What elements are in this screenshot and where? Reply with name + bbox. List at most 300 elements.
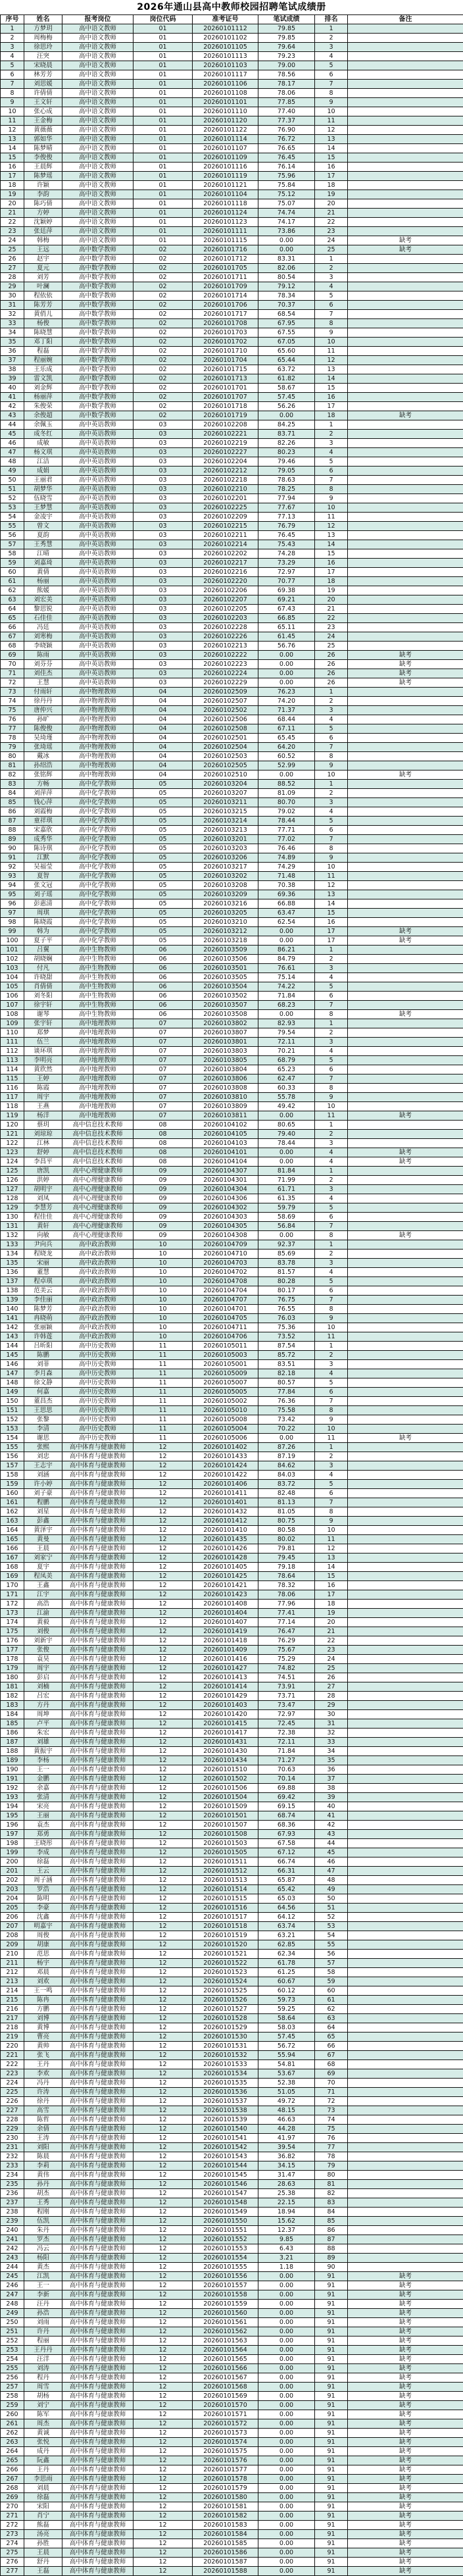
cell-rank: 8 xyxy=(315,844,348,853)
cell-name: 刘雨 xyxy=(24,2318,62,2327)
cell-written-score: 78.44 xyxy=(258,1139,315,1148)
table-row xyxy=(1,467,463,476)
cell-ticket-number: 20260101515 xyxy=(193,1894,258,1904)
cell-rank: 88 xyxy=(315,2244,348,2254)
cell-name: 朱丹 xyxy=(24,2226,62,2235)
table-row xyxy=(1,2189,463,2198)
cell-rank: 16 xyxy=(315,1581,348,1590)
cell-written-score: 55.78 xyxy=(258,1093,315,1102)
cell-name: 陈俊俊 xyxy=(24,724,62,734)
cell-remark xyxy=(348,393,463,402)
cell-index: 192 xyxy=(1,1784,24,1793)
table-row xyxy=(1,393,463,402)
cell-name: 钱心萍 xyxy=(24,798,62,807)
cell-ticket-number: 20260103501 xyxy=(193,964,258,973)
cell-position-code: 05 xyxy=(134,835,193,844)
cell-rank: 87 xyxy=(315,2235,348,2244)
cell-remark xyxy=(348,1296,463,1305)
cell-position: 高中体育与健康教师 xyxy=(62,1498,134,1507)
table-row xyxy=(1,743,463,752)
table-row xyxy=(1,2502,463,2512)
cell-position: 高中化学教师 xyxy=(62,927,134,936)
cell-name: 徐磊 xyxy=(24,2493,62,2502)
cell-index: 105 xyxy=(1,982,24,992)
cell-remark xyxy=(348,2088,463,2097)
cell-position-code: 12 xyxy=(134,1719,193,1729)
cell-index: 93 xyxy=(1,872,24,881)
cell-position-code: 01 xyxy=(134,80,193,89)
cell-position-code: 12 xyxy=(134,2530,193,2539)
cell-written-score: 58.67 xyxy=(258,384,315,393)
cell-ticket-number: 20260101412 xyxy=(193,1517,258,1526)
cell-position: 高中语文教师 xyxy=(62,236,134,245)
cell-rank: 3 xyxy=(315,439,348,448)
cell-position-code: 12 xyxy=(134,1986,193,1996)
cell-name: 付凡 xyxy=(24,964,62,973)
cell-remark xyxy=(348,374,463,384)
cell-name: 汪洋 xyxy=(24,2355,62,2364)
cell-written-score: 0.00 xyxy=(258,2493,315,2502)
cell-position-code: 06 xyxy=(134,1001,193,1010)
table-row xyxy=(1,61,463,70)
cell-index: 68 xyxy=(1,642,24,651)
cell-written-score: 58.64 xyxy=(258,2014,315,2023)
cell-position-code: 05 xyxy=(134,853,193,863)
cell-name: 刘宏美 xyxy=(24,595,62,605)
cell-position-code: 03 xyxy=(134,632,193,642)
cell-rank: 10 xyxy=(315,863,348,872)
cell-ticket-number: 20260104302 xyxy=(193,1203,258,1213)
cell-ticket-number: 20260101528 xyxy=(193,2014,258,2023)
cell-written-score: 72.11 xyxy=(258,1038,315,1047)
cell-name: 戴冰 xyxy=(24,752,62,761)
cell-written-score: 0.00 xyxy=(258,2539,315,2548)
cell-position: 高中体育与健康教师 xyxy=(62,2429,134,2438)
table-row xyxy=(1,577,463,586)
cell-name: 邓晨 xyxy=(24,1968,62,1977)
cell-rank: 3 xyxy=(315,1461,348,1471)
cell-ticket-number: 20260101545 xyxy=(193,2171,258,2180)
cell-position: 高中体育与健康教师 xyxy=(62,2217,134,2226)
cell-index: 65 xyxy=(1,614,24,623)
cell-remark xyxy=(348,1056,463,1065)
cell-position: 高中体育与健康教师 xyxy=(62,2346,134,2355)
cell-ticket-number: 20260101418 xyxy=(193,1636,258,1646)
cell-name: 程依依 xyxy=(24,291,62,301)
table-row xyxy=(1,301,463,310)
cell-position: 高中数学教师 xyxy=(62,282,134,291)
cell-name: 高雪 xyxy=(24,2106,62,2115)
cell-name: 石佳佳 xyxy=(24,614,62,623)
cell-name: 舒丹 xyxy=(24,2558,62,2567)
cell-index: 271 xyxy=(1,2512,24,2521)
cell-written-score: 74.74 xyxy=(258,209,315,218)
cell-written-score: 36.82 xyxy=(258,2152,315,2161)
cell-index: 113 xyxy=(1,1056,24,1065)
cell-position-code: 01 xyxy=(134,199,193,209)
cell-position-code: 03 xyxy=(134,476,193,485)
cell-rank: 91 xyxy=(315,2300,348,2309)
cell-index: 256 xyxy=(1,2373,24,2383)
cell-remark xyxy=(348,347,463,356)
table-row xyxy=(1,1590,463,1600)
cell-name: 刘博 xyxy=(24,2014,62,2023)
cell-ticket-number: 20260101104 xyxy=(193,190,258,199)
cell-written-score: 0.00 xyxy=(258,2447,315,2456)
cell-position: 高中体育与健康教师 xyxy=(62,2051,134,2060)
cell-remark xyxy=(348,1038,463,1047)
table-row xyxy=(1,2088,463,2097)
cell-name: 张铭辉 xyxy=(24,770,62,780)
cell-position: 高中数学教师 xyxy=(62,301,134,310)
cell-rank: 91 xyxy=(315,2567,348,2576)
cell-index: 262 xyxy=(1,2429,24,2438)
cell-ticket-number: 20260102203 xyxy=(193,614,258,623)
cell-position-code: 12 xyxy=(134,2346,193,2355)
cell-name: 夏元 xyxy=(24,264,62,273)
cell-position-code: 03 xyxy=(134,420,193,430)
cell-remark xyxy=(348,1388,463,1397)
cell-position: 高中体育与健康教师 xyxy=(62,1885,134,1894)
cell-remark xyxy=(348,2143,463,2152)
cell-written-score: 74.51 xyxy=(258,1673,315,1682)
cell-remark: 缺考 xyxy=(348,2373,463,2383)
table-row xyxy=(1,1323,463,1332)
cell-written-score: 75.43 xyxy=(258,540,315,549)
cell-position: 高中体育与健康教师 xyxy=(62,2512,134,2521)
cell-index: 39 xyxy=(1,374,24,384)
cell-remark: 缺考 xyxy=(348,660,463,669)
cell-rank: 9 xyxy=(315,98,348,107)
cell-name: 陈晓霞 xyxy=(24,918,62,927)
header-written-score: 笔试成绩 xyxy=(258,15,315,24)
cell-remark xyxy=(348,1590,463,1600)
table-row xyxy=(1,595,463,605)
cell-remark xyxy=(348,973,463,982)
cell-written-score: 48.15 xyxy=(258,2106,315,2115)
cell-rank: 7 xyxy=(315,80,348,89)
cell-written-score: 0.00 xyxy=(258,669,315,678)
cell-rank: 8 xyxy=(315,485,348,494)
cell-written-score: 67.12 xyxy=(258,1848,315,1857)
cell-position: 高中体育与健康教师 xyxy=(62,1655,134,1664)
cell-remark xyxy=(348,1277,463,1286)
cell-position: 高中体育与健康教师 xyxy=(62,2558,134,2567)
cell-position: 高中生物教师 xyxy=(62,964,134,973)
cell-index: 250 xyxy=(1,2318,24,2327)
cell-remark xyxy=(348,559,463,568)
cell-position: 高中英语教师 xyxy=(62,531,134,540)
cell-remark xyxy=(348,761,463,770)
cell-position-code: 01 xyxy=(134,153,193,163)
cell-remark xyxy=(348,1194,463,1203)
table-row xyxy=(1,236,463,245)
cell-position: 高中体育与健康教师 xyxy=(62,2198,134,2208)
cell-index: 214 xyxy=(1,1986,24,1996)
cell-index: 248 xyxy=(1,2300,24,2309)
cell-position-code: 12 xyxy=(134,2429,193,2438)
table-row xyxy=(1,1065,463,1074)
cell-rank: 91 xyxy=(315,2419,348,2429)
header-rank: 排名 xyxy=(315,15,348,24)
cell-name: 王晨 xyxy=(24,1544,62,1553)
table-row xyxy=(1,2125,463,2134)
cell-rank: 23 xyxy=(315,623,348,632)
cell-written-score: 71.37 xyxy=(258,706,315,715)
cell-position: 高中数学教师 xyxy=(62,264,134,273)
cell-position: 高中体育与健康教师 xyxy=(62,1729,134,1738)
cell-name: 张黎 xyxy=(24,1415,62,1425)
cell-ticket-number: 20260101566 xyxy=(193,2364,258,2373)
cell-position: 高中信息技术教师 xyxy=(62,1130,134,1139)
cell-rank: 36 xyxy=(315,1765,348,1775)
cell-written-score: 81.13 xyxy=(258,1498,315,1507)
cell-rank: 25 xyxy=(315,245,348,255)
cell-remark xyxy=(348,1332,463,1342)
cell-position: 高中体育与健康教师 xyxy=(62,1692,134,1701)
cell-position: 高中体育与健康教师 xyxy=(62,1811,134,1821)
cell-ticket-number: 20260101706 xyxy=(193,301,258,310)
cell-index: 41 xyxy=(1,393,24,402)
cell-written-score: 86.21 xyxy=(258,946,315,955)
table-row xyxy=(1,1821,463,1830)
cell-index: 246 xyxy=(1,2281,24,2290)
cell-written-score: 76.79 xyxy=(258,522,315,531)
header-row xyxy=(1,15,463,24)
cell-remark xyxy=(348,282,463,291)
cell-position-code: 12 xyxy=(134,1452,193,1461)
cell-index: 255 xyxy=(1,2364,24,2373)
cell-position-code: 12 xyxy=(134,2079,193,2088)
cell-index: 98 xyxy=(1,918,24,927)
cell-ticket-number: 20260101521 xyxy=(193,1950,258,1959)
cell-position-code: 12 xyxy=(134,1553,193,1563)
cell-ticket-number: 20260101581 xyxy=(193,2502,258,2512)
table-row xyxy=(1,384,463,393)
cell-index: 1 xyxy=(1,24,24,34)
cell-written-score: 70.63 xyxy=(258,1765,315,1775)
cell-rank: 3 xyxy=(315,273,348,282)
cell-position-code: 03 xyxy=(134,549,193,559)
cell-remark: 缺考 xyxy=(348,411,463,420)
cell-position: 高中数学教师 xyxy=(62,411,134,420)
cell-position: 高中体育与健康教师 xyxy=(62,2484,134,2493)
cell-remark xyxy=(348,1940,463,1950)
cell-ticket-number: 20260101577 xyxy=(193,2465,258,2475)
cell-remark xyxy=(348,24,463,34)
cell-written-score: 53.67 xyxy=(258,2069,315,2079)
cell-rank: 6 xyxy=(315,1213,348,1222)
cell-rank: 69 xyxy=(315,2069,348,2079)
cell-name: 伍凯 xyxy=(24,2217,62,2226)
table-row xyxy=(1,853,463,863)
cell-written-score: 0.00 xyxy=(258,2484,315,2493)
cell-position: 高中体育与健康教师 xyxy=(62,2456,134,2465)
cell-rank: 91 xyxy=(315,2447,348,2456)
cell-position-code: 01 xyxy=(134,163,193,172)
cell-name: 江林 xyxy=(24,1139,62,1148)
cell-ticket-number: 20260101402 xyxy=(193,1443,258,1452)
cell-written-score: 59.25 xyxy=(258,2005,315,2014)
cell-ticket-number: 20260101576 xyxy=(193,2456,258,2465)
cell-written-score: 83.51 xyxy=(258,1360,315,1369)
cell-ticket-number: 20260102224 xyxy=(193,669,258,678)
cell-remark xyxy=(348,1692,463,1701)
table-row xyxy=(1,789,463,798)
cell-name: 卢平 xyxy=(24,1719,62,1729)
cell-remark xyxy=(348,181,463,190)
cell-ticket-number: 20260101588 xyxy=(193,2567,258,2576)
cell-rank: 91 xyxy=(315,2346,348,2355)
cell-rank: 20 xyxy=(315,199,348,209)
cell-rank: 40 xyxy=(315,1802,348,1811)
table-row xyxy=(1,347,463,356)
cell-written-score: 67.43 xyxy=(258,605,315,614)
table-row xyxy=(1,724,463,734)
cell-index: 111 xyxy=(1,1038,24,1047)
cell-position-code: 12 xyxy=(134,1682,193,1692)
cell-written-score: 84.62 xyxy=(258,1461,315,1471)
cell-ticket-number: 20260104308 xyxy=(193,1231,258,1240)
cell-index: 202 xyxy=(1,1876,24,1885)
cell-position: 高中体育与健康教师 xyxy=(62,1636,134,1646)
cell-name: 朱宏 xyxy=(24,1729,62,1738)
cell-position: 高中体育与健康教师 xyxy=(62,2548,134,2558)
table-row xyxy=(1,107,463,116)
cell-index: 186 xyxy=(1,1729,24,1738)
cell-ticket-number: 20260101574 xyxy=(193,2438,258,2447)
table-row xyxy=(1,1867,463,1876)
cell-position: 高中体育与健康教师 xyxy=(62,1876,134,1885)
cell-ticket-number: 20260105008 xyxy=(193,1415,258,1425)
cell-rank: 91 xyxy=(315,2484,348,2493)
cell-index: 180 xyxy=(1,1673,24,1682)
cell-index: 23 xyxy=(1,227,24,236)
table-row xyxy=(1,642,463,651)
cell-rank: 7 xyxy=(315,310,348,319)
cell-position: 高中语文教师 xyxy=(62,98,134,107)
cell-position-code: 03 xyxy=(134,439,193,448)
cell-rank: 91 xyxy=(315,2539,348,2548)
cell-written-score: 61.25 xyxy=(258,1968,315,1977)
cell-position-code: 12 xyxy=(134,2512,193,2521)
table-row xyxy=(1,946,463,955)
cell-remark xyxy=(348,872,463,881)
cell-name: 王一 xyxy=(24,2281,62,2290)
cell-rank: 91 xyxy=(315,2502,348,2512)
cell-ticket-number: 20260101433 xyxy=(193,1452,258,1461)
cell-ticket-number: 20260101568 xyxy=(193,2383,258,2392)
cell-written-score: 71.84 xyxy=(258,1747,315,1756)
table-row xyxy=(1,2373,463,2383)
cell-ticket-number: 20260102215 xyxy=(193,522,258,531)
cell-ticket-number: 20260103502 xyxy=(193,992,258,1001)
cell-position-code: 02 xyxy=(134,291,193,301)
cell-remark xyxy=(348,1185,463,1194)
cell-remark xyxy=(348,2189,463,2198)
cell-position-code: 03 xyxy=(134,577,193,586)
cell-ticket-number: 20260102214 xyxy=(193,540,258,549)
cell-position-code: 12 xyxy=(134,1710,193,1719)
cell-remark xyxy=(348,586,463,595)
cell-position-code: 12 xyxy=(134,2014,193,2023)
cell-name: 孙胜 xyxy=(24,2539,62,2548)
cell-position-code: 12 xyxy=(134,1885,193,1894)
table-row xyxy=(1,2069,463,2079)
cell-name: 陈鹏 xyxy=(24,1351,62,1360)
cell-position: 高中物理教师 xyxy=(62,770,134,780)
cell-ticket-number: 20260101111 xyxy=(193,227,258,236)
cell-position: 高中体育与健康教师 xyxy=(62,1618,134,1627)
cell-position-code: 02 xyxy=(134,402,193,411)
cell-remark xyxy=(348,1019,463,1028)
cell-remark: 缺考 xyxy=(348,2475,463,2484)
cell-name: 尹向兵 xyxy=(24,1240,62,1250)
cell-ticket-number: 20260101555 xyxy=(193,2263,258,2272)
cell-written-score: 64.56 xyxy=(258,1904,315,1913)
table-row xyxy=(1,844,463,853)
cell-rank: 8 xyxy=(315,1231,348,1240)
cell-name: 陈梦晴 xyxy=(24,144,62,153)
cell-remark: 缺考 xyxy=(348,2336,463,2346)
cell-position-code: 12 xyxy=(134,2125,193,2134)
cell-written-score: 61.78 xyxy=(258,1959,315,1968)
cell-ticket-number: 20260105011 xyxy=(193,1342,258,1351)
cell-name: 徐文静 xyxy=(24,1378,62,1388)
cell-name: 吕昕阳 xyxy=(24,1342,62,1351)
cell-position-code: 05 xyxy=(134,863,193,872)
cell-ticket-number: 20260101517 xyxy=(193,1913,258,1922)
cell-position: 高中物理教师 xyxy=(62,734,134,743)
cell-written-score: 69.38 xyxy=(258,586,315,595)
cell-position-code: 05 xyxy=(134,817,193,826)
cell-index: 275 xyxy=(1,2548,24,2558)
cell-index: 47 xyxy=(1,448,24,457)
table-row xyxy=(1,1286,463,1296)
cell-rank: 16 xyxy=(315,918,348,927)
cell-name: 王一鸣 xyxy=(24,1986,62,1996)
table-row xyxy=(1,2484,463,2493)
cell-position: 高中体育与健康教师 xyxy=(62,2244,134,2254)
cell-ticket-number: 20260102506 xyxy=(193,715,258,724)
cell-rank: 2 xyxy=(315,1452,348,1461)
cell-position-code: 12 xyxy=(134,1765,193,1775)
cell-written-score: 0.00 xyxy=(258,2465,315,2475)
cell-name: 程丹 xyxy=(24,2373,62,2383)
cell-position-code: 02 xyxy=(134,384,193,393)
cell-remark xyxy=(348,1627,463,1636)
cell-position-code: 02 xyxy=(134,319,193,328)
cell-ticket-number: 20260101403 xyxy=(193,1701,258,1710)
cell-written-score: 76.29 xyxy=(258,1636,315,1646)
cell-index: 61 xyxy=(1,577,24,586)
cell-ticket-number: 20260103204 xyxy=(193,780,258,789)
table-row xyxy=(1,2208,463,2217)
cell-rank: 91 xyxy=(315,2272,348,2281)
cell-remark xyxy=(348,1526,463,1535)
cell-position-code: 12 xyxy=(134,2548,193,2558)
cell-rank: 13 xyxy=(315,1553,348,1563)
cell-position: 高中体育与健康教师 xyxy=(62,2502,134,2512)
cell-position-code: 03 xyxy=(134,513,193,522)
cell-rank: 2 xyxy=(315,1250,348,1259)
cell-written-score: 79.45 xyxy=(258,1553,315,1563)
cell-ticket-number: 20260101541 xyxy=(193,2134,258,2143)
cell-name: 刘芳 xyxy=(24,273,62,282)
cell-name: 宋亮 xyxy=(24,1802,62,1811)
cell-ticket-number: 20260101583 xyxy=(193,2521,258,2530)
cell-position-code: 10 xyxy=(134,1305,193,1314)
